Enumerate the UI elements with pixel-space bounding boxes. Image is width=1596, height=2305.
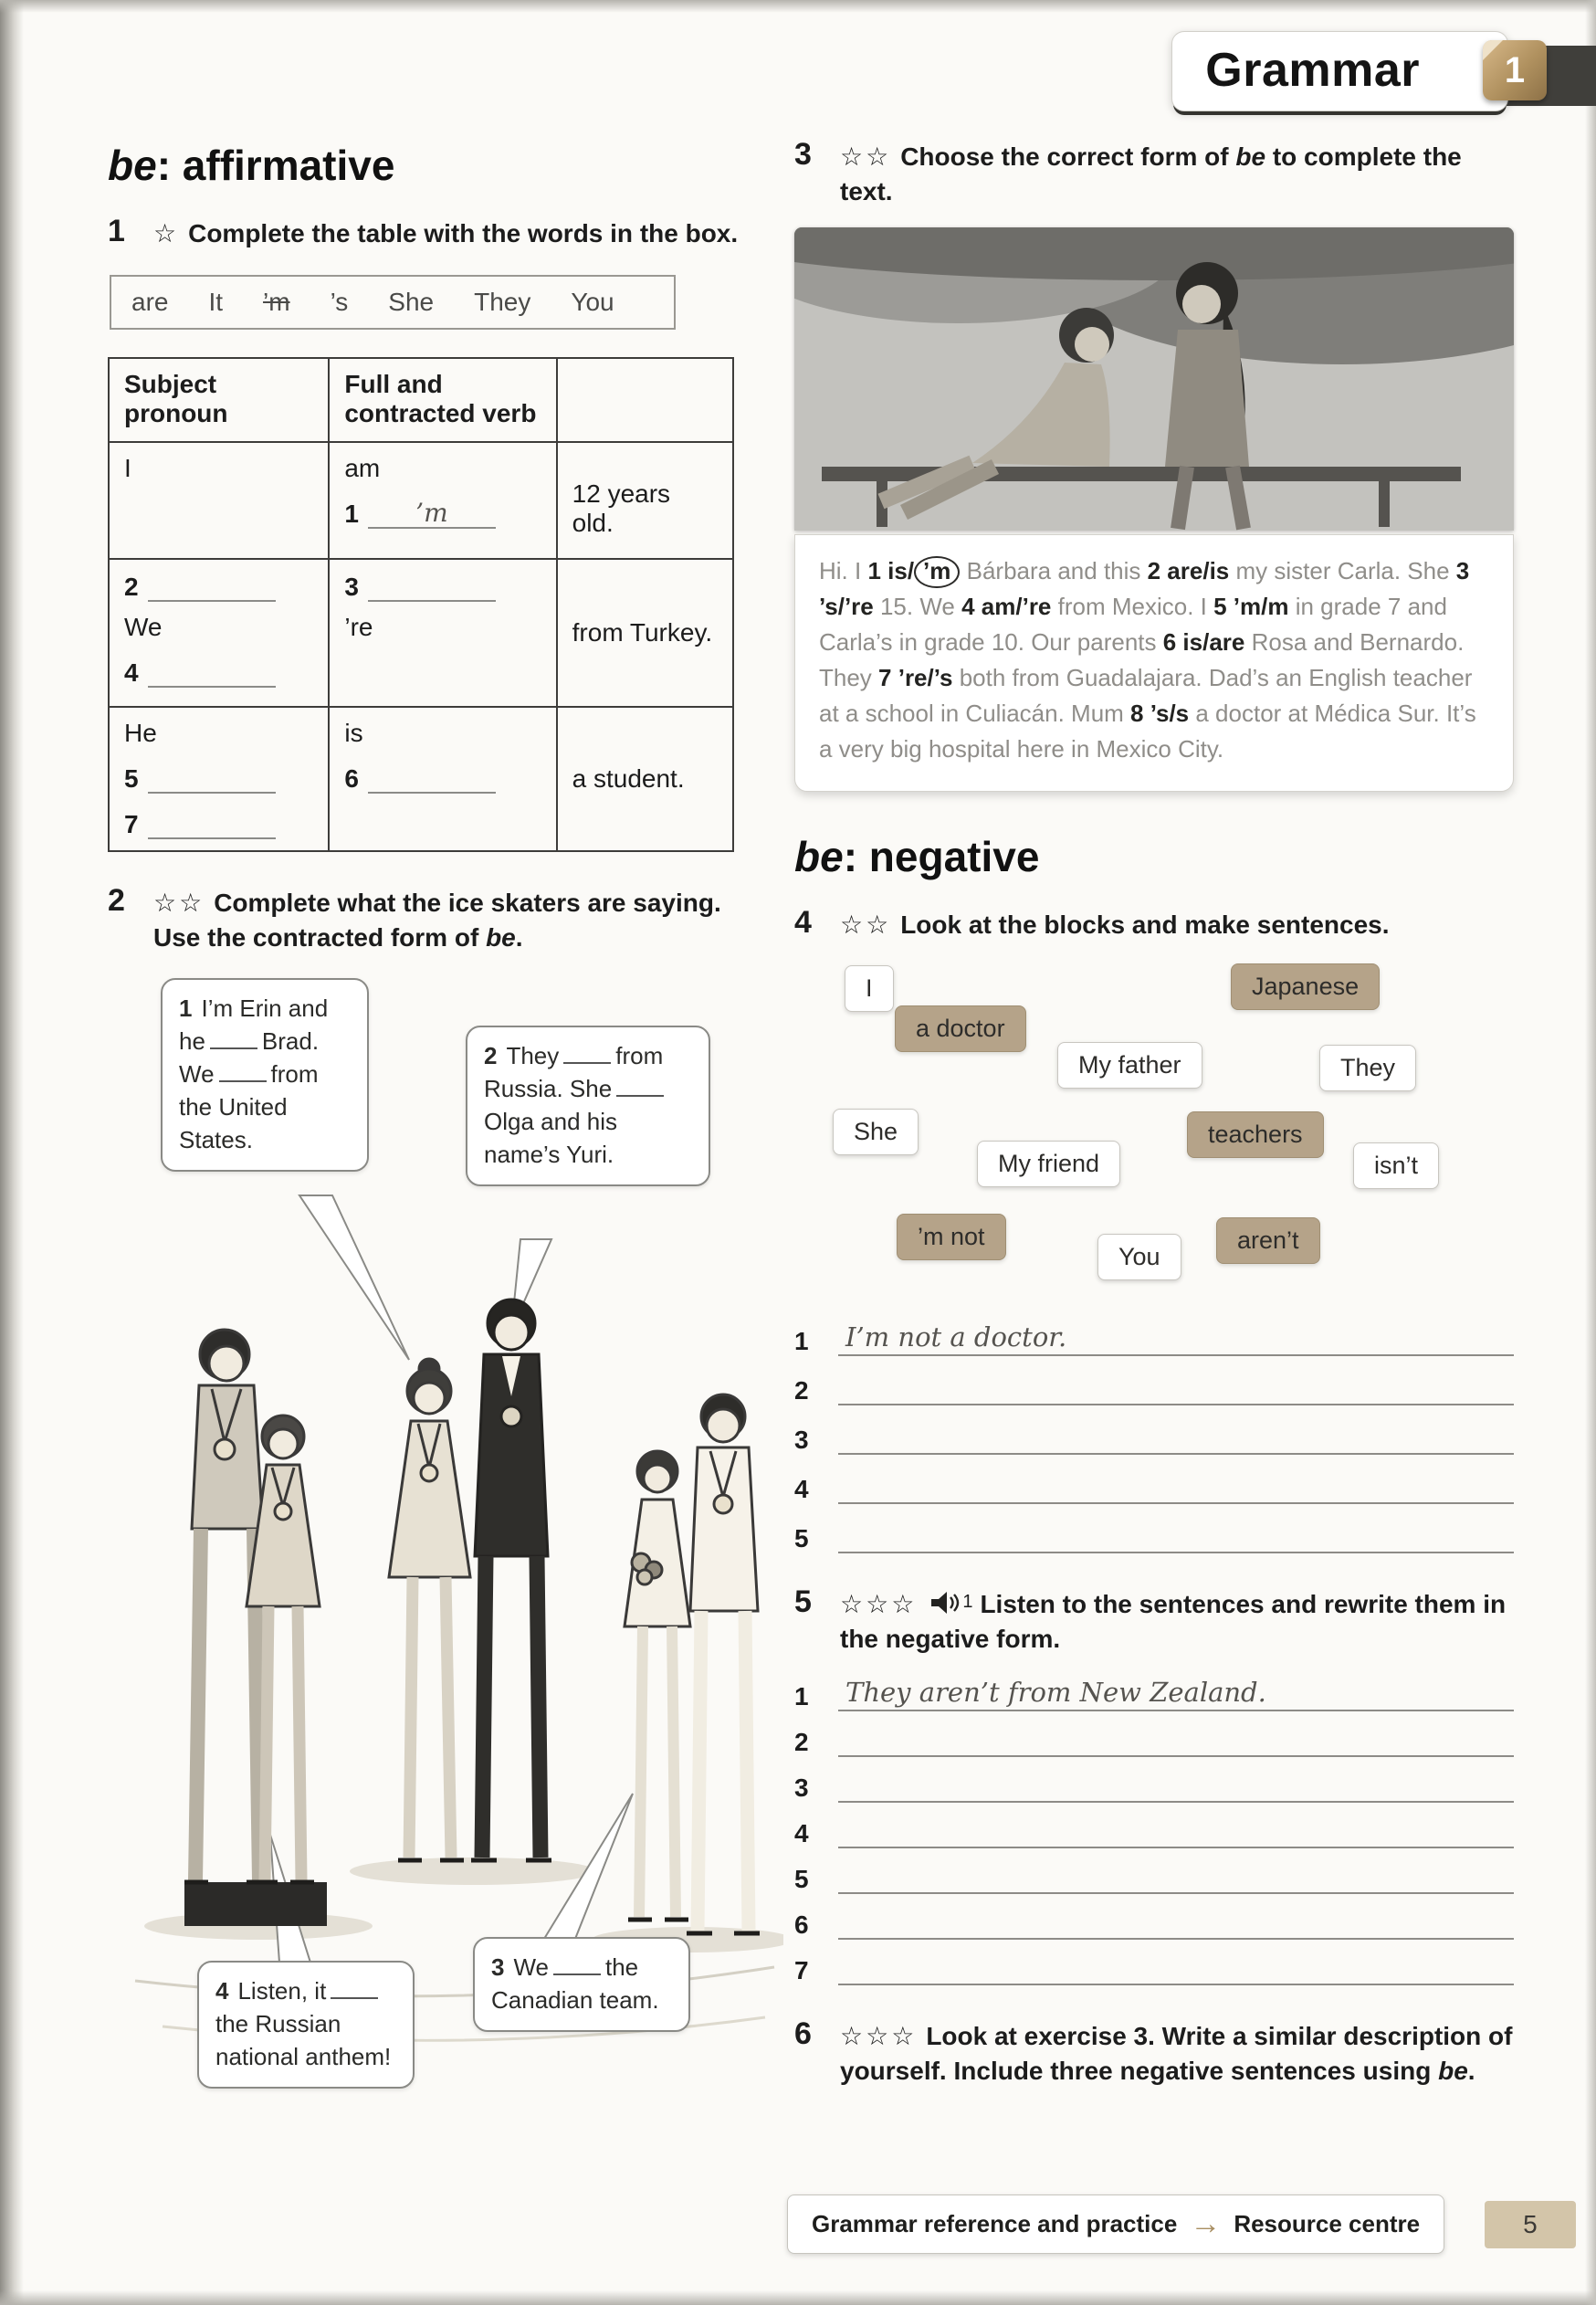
word-block: ’m not: [897, 1214, 1006, 1260]
answer-blank: [219, 1062, 267, 1082]
word-box: [110, 275, 676, 330]
text-segment: Hi. I: [819, 556, 868, 584]
cell-text: He: [124, 718, 157, 747]
cell-text: 12 years old.: [572, 479, 671, 537]
choice-pair: 6 is/are: [1162, 627, 1245, 656]
writing-line: [838, 1513, 1514, 1553]
blank-number: 7: [124, 809, 139, 838]
page-edge-left: [0, 0, 24, 2305]
star-rating-icon: ☆☆☆: [840, 1590, 918, 1619]
numbered-blank: [124, 571, 313, 602]
line-number: 2: [794, 1727, 809, 1756]
writing-line: [838, 1717, 1514, 1757]
section-title-rest: : negative: [843, 832, 1040, 880]
line-number: 4: [794, 1818, 809, 1847]
exercise3-instruction: [840, 137, 1514, 209]
choice-pair: 8 ’s/s: [1130, 699, 1190, 727]
table-cell: [557, 707, 733, 851]
audio-track-number: 1: [962, 1592, 973, 1613]
word-block: She: [833, 1109, 919, 1155]
line-number: 2: [794, 1376, 809, 1405]
table-cell: [109, 442, 329, 559]
numbered-blank: [124, 657, 313, 688]
speaker-icon: [929, 1590, 961, 1616]
exercise4-number: 4: [794, 904, 812, 940]
writing-line: [838, 1316, 1514, 1356]
numbered-blank: [344, 571, 541, 602]
choice-pair: 2 are/is: [1147, 556, 1230, 584]
instruction-be: be: [1235, 142, 1266, 171]
speech-bubble-2: [466, 1026, 710, 1186]
blank-number: 5: [124, 763, 139, 793]
answer-blank: [368, 498, 496, 529]
exercise3-text: [794, 534, 1514, 792]
star-rating-icon: ☆☆: [840, 142, 892, 171]
line-number: 5: [794, 1524, 809, 1553]
bubble-number: 1: [179, 995, 193, 1023]
writing-line: [838, 1945, 1514, 1985]
instruction-text: .: [1467, 2056, 1475, 2085]
choice-pair: 4 am/’re: [961, 592, 1052, 620]
skater-man-right: [687, 1395, 760, 1933]
bubble-text: the Canadian team.: [491, 1953, 659, 2015]
answer-blank: [148, 571, 276, 602]
table-cell: [329, 442, 556, 559]
blank-number: 2: [124, 572, 139, 601]
word-box-item-struck: ’m: [263, 287, 290, 316]
table-row: [109, 442, 733, 559]
star-rating-icon: ☆☆: [153, 888, 205, 917]
exercise6-instruction: [840, 2016, 1514, 2089]
be-affirmative-table: [108, 357, 734, 852]
answer-blank: [210, 1029, 257, 1049]
bubble-number: 2: [484, 1042, 498, 1070]
answer-blank: [616, 1077, 664, 1097]
exercise5-answers: [794, 1666, 1514, 1985]
answer-line: [794, 1405, 1514, 1455]
cell-text: from Turkey.: [572, 617, 713, 647]
line-number: 6: [794, 1910, 809, 1939]
numbered-blank: [344, 763, 541, 794]
sentence-blocks: [794, 958, 1488, 1294]
instruction-text: to complete the text.: [840, 142, 1462, 205]
answer-line: [794, 1455, 1514, 1504]
word-block: Japanese: [1231, 963, 1380, 1010]
skater-girl-right: [625, 1451, 690, 1920]
table-row: [109, 707, 733, 851]
table-cell: [109, 707, 329, 851]
word-box-item: They: [474, 287, 531, 316]
bubble-text: Brad. We: [179, 1027, 320, 1089]
right-column: [794, 128, 1514, 2154]
bubble-text: from Russia. She: [484, 1042, 664, 1103]
writing-line: [838, 1671, 1514, 1711]
text-segment: a doctor at Médica Sur. It’s a very big hospital here in Mexico City.: [819, 699, 1476, 763]
star-rating-icon: ☆☆: [840, 910, 892, 939]
exercise1-heading: [108, 214, 747, 251]
skater-man-center: [471, 1300, 551, 1860]
line-number: 1: [794, 1681, 809, 1710]
unit-badge-icon: [1483, 40, 1547, 100]
answer-blank: [553, 1955, 601, 1975]
table-header-row: [109, 358, 733, 442]
exercise3-photo: [794, 227, 1514, 531]
text-segment: my sister Carla. She: [1229, 556, 1456, 584]
exercise4-instruction: [840, 905, 1390, 942]
table-cell: [109, 559, 329, 707]
exercise6-heading: [794, 2016, 1514, 2089]
blank-number: 3: [344, 572, 359, 601]
word-box-item: are: [131, 287, 169, 316]
writing-line: [838, 1900, 1514, 1940]
answer-blank: [563, 1044, 611, 1064]
footer-reference-box: [787, 2194, 1444, 2254]
answer-blank: [148, 657, 276, 688]
choice-pair: 3 ’s/’re: [819, 556, 1470, 620]
word-block: isn’t: [1353, 1142, 1439, 1189]
answer-line: [794, 1894, 1514, 1940]
cell-text: a student.: [572, 763, 685, 793]
star-rating-icon: ☆: [153, 219, 180, 247]
writing-line: [838, 1763, 1514, 1803]
answer-line: [794, 1356, 1514, 1405]
blank-number: 1: [344, 499, 359, 528]
text-segment: both from Guadalajara. Dad’s an English teacher at a school in Culiacán. Mum: [819, 663, 1473, 727]
numbered-blank: [124, 808, 313, 839]
answer-blank: [368, 763, 496, 794]
speech-bubble-1: [161, 978, 369, 1171]
bubble-text: They: [506, 1042, 560, 1070]
numbered-blank: [124, 763, 313, 794]
writing-line: [838, 1808, 1514, 1848]
section-title-be: be: [794, 832, 844, 880]
bubble-text: the Russian national anthem!: [215, 2010, 392, 2071]
table-header-subject-pronoun: [109, 358, 329, 442]
header-box: [1171, 31, 1508, 111]
answer-line: [794, 1757, 1514, 1803]
word-box-item: You: [571, 287, 614, 316]
exercise5-number: 5: [794, 1584, 812, 1620]
text-segment: Bárbara and this: [960, 556, 1148, 584]
answer-blank: [331, 1979, 378, 1999]
skater-woman-center: [389, 1359, 470, 1860]
exercise5-instruction: [840, 1584, 1514, 1657]
blank-number: 6: [344, 763, 359, 793]
circled-answer: ’m: [914, 556, 960, 589]
speech-bubble-3: [473, 1937, 690, 2032]
answer-line: [794, 1803, 1514, 1848]
word-block: My father: [1057, 1042, 1202, 1089]
word-block: You: [1097, 1234, 1181, 1280]
section-title-rest: : affirmative: [156, 142, 395, 189]
cell-text: ’re: [344, 612, 373, 641]
answer-line: [794, 1711, 1514, 1757]
table-cell: [329, 559, 556, 707]
word-box-item: It: [208, 287, 224, 316]
star-rating-icon: ☆☆☆: [840, 2021, 918, 2050]
table-header-verb: [329, 358, 556, 442]
blank-number: 4: [124, 658, 139, 687]
instruction-text: Look at exercise 3. Write a similar description of yourself. Include three negative sentences using: [840, 2021, 1513, 2085]
exercise2-instruction: [153, 883, 747, 955]
instruction-text: Choose the correct form of: [900, 142, 1236, 171]
bubble-text: We: [513, 1953, 549, 1982]
line-number: 4: [794, 1475, 809, 1504]
page-number: 5: [1485, 2201, 1576, 2248]
table-header-empty: [557, 358, 733, 442]
choice-pair: 7 ’re/’s: [878, 663, 953, 691]
cell-text: I: [124, 453, 131, 482]
bubble-text: from the United States.: [179, 1060, 319, 1153]
page-columns: [108, 128, 1532, 2154]
arrow-right-icon: →: [1190, 2206, 1222, 2241]
page-header: [1085, 31, 1596, 122]
line-number: 7: [794, 1955, 809, 1984]
instruction-be: be: [486, 922, 516, 952]
handwritten-answer: I’m not a doctor.: [845, 1321, 1067, 1353]
answer-blank: [148, 808, 276, 839]
answer-line: [794, 1307, 1514, 1356]
instruction-text: Complete what the ice skaters are saying. Use the contracted form of: [153, 888, 721, 952]
bubble-number: 4: [215, 1977, 229, 2005]
page-title: Grammar: [1205, 44, 1420, 97]
cell-text: am: [344, 453, 381, 482]
bubble-text: Listen, it: [237, 1977, 327, 2005]
page-footer: [787, 2194, 1576, 2254]
exercise1-number: 1: [108, 214, 125, 248]
unit-number: 1: [1504, 49, 1526, 90]
answer-line: [794, 1666, 1514, 1711]
exercise5-heading: [794, 1584, 1514, 1657]
word-box-item: She: [388, 287, 435, 316]
cell-text: We: [124, 612, 163, 641]
word-box-item: ’s: [330, 287, 349, 316]
writing-line: [838, 1464, 1514, 1504]
instruction-text: Look at the blocks and make sentences.: [900, 910, 1390, 939]
header-text: Subject pronoun: [124, 369, 228, 427]
bubble-text: Olga and his name’s Yuri.: [484, 1108, 617, 1169]
answer-line: [794, 1848, 1514, 1894]
exercise1-instruction-text: Complete the table with the words in the box.: [188, 219, 739, 247]
footer-link: Resource centre: [1234, 2210, 1421, 2237]
text-segment: from Mexico. I: [1051, 592, 1214, 620]
section-title-be-negative: [794, 832, 1514, 881]
text-segment: in grade 7 and Carla’s in grade 10. Our parents: [819, 592, 1447, 656]
handwritten-answer: They aren’t from New Zealand.: [845, 1676, 1266, 1708]
text-segment: Rosa and Bernardo. They: [819, 627, 1465, 691]
table-row: [109, 559, 733, 707]
handwritten-answer: ’m: [415, 497, 448, 528]
writing-line: [838, 1415, 1514, 1455]
page-edge-right: [1585, 0, 1596, 2305]
left-column: [108, 128, 747, 2154]
answer-blank: [368, 571, 496, 602]
instruction-text: .: [515, 922, 523, 952]
word-block: a doctor: [895, 1005, 1026, 1052]
exercise4-answers: [794, 1307, 1514, 1553]
exercise6-number: 6: [794, 2016, 812, 2051]
page-edge-bottom: [0, 2290, 1596, 2305]
answer-line: [794, 1504, 1514, 1553]
numbered-blank: [344, 498, 541, 529]
ice-skaters-illustration: [108, 967, 783, 2154]
table-cell: [557, 442, 733, 559]
exercise4-heading: [794, 905, 1514, 942]
exercise3-heading: [794, 137, 1514, 209]
writing-line: [838, 1365, 1514, 1405]
section-title-be-affirmative: [108, 141, 747, 190]
word-block: My friend: [977, 1141, 1120, 1187]
photo-two-girls: [794, 227, 1514, 531]
section-title-be: be: [108, 142, 157, 189]
writing-line: [838, 1854, 1514, 1894]
instruction-be: be: [1438, 2056, 1468, 2085]
exercise3-number: 3: [794, 137, 812, 172]
word-block: I: [845, 965, 894, 1012]
speech-bubble-4: [197, 1961, 415, 2089]
header-text: Full and contracted verb: [344, 369, 537, 427]
word-block: aren’t: [1216, 1217, 1320, 1264]
answer-blank: [148, 763, 276, 794]
choice-pair: 1 is/: [867, 556, 915, 584]
text-segment: 15. We: [873, 592, 962, 620]
cell-text: is: [344, 718, 363, 747]
answer-line: [794, 1940, 1514, 1985]
page-edge-top: [0, 0, 1596, 13]
exercise2-heading: [108, 883, 747, 955]
exercise2-number: 2: [108, 882, 125, 918]
line-number: 3: [794, 1426, 809, 1455]
line-number: 1: [794, 1327, 809, 1356]
table-cell: [329, 707, 556, 851]
footer-text: Grammar reference and practice: [812, 2210, 1178, 2237]
line-number: 5: [794, 1864, 809, 1893]
exercise1-instruction: [153, 214, 738, 251]
choice-pair: 5 ’m/m: [1213, 592, 1289, 620]
word-block: They: [1319, 1045, 1416, 1091]
bubble-number: 3: [491, 1953, 505, 1982]
bubble-text: I’m Erin and he: [179, 995, 329, 1056]
table-cell: [557, 559, 733, 707]
word-block: teachers: [1187, 1111, 1324, 1158]
instruction-text: Listen to the sentences and rewrite them in the negative form.: [840, 1590, 1507, 1654]
line-number: 3: [794, 1773, 809, 1802]
